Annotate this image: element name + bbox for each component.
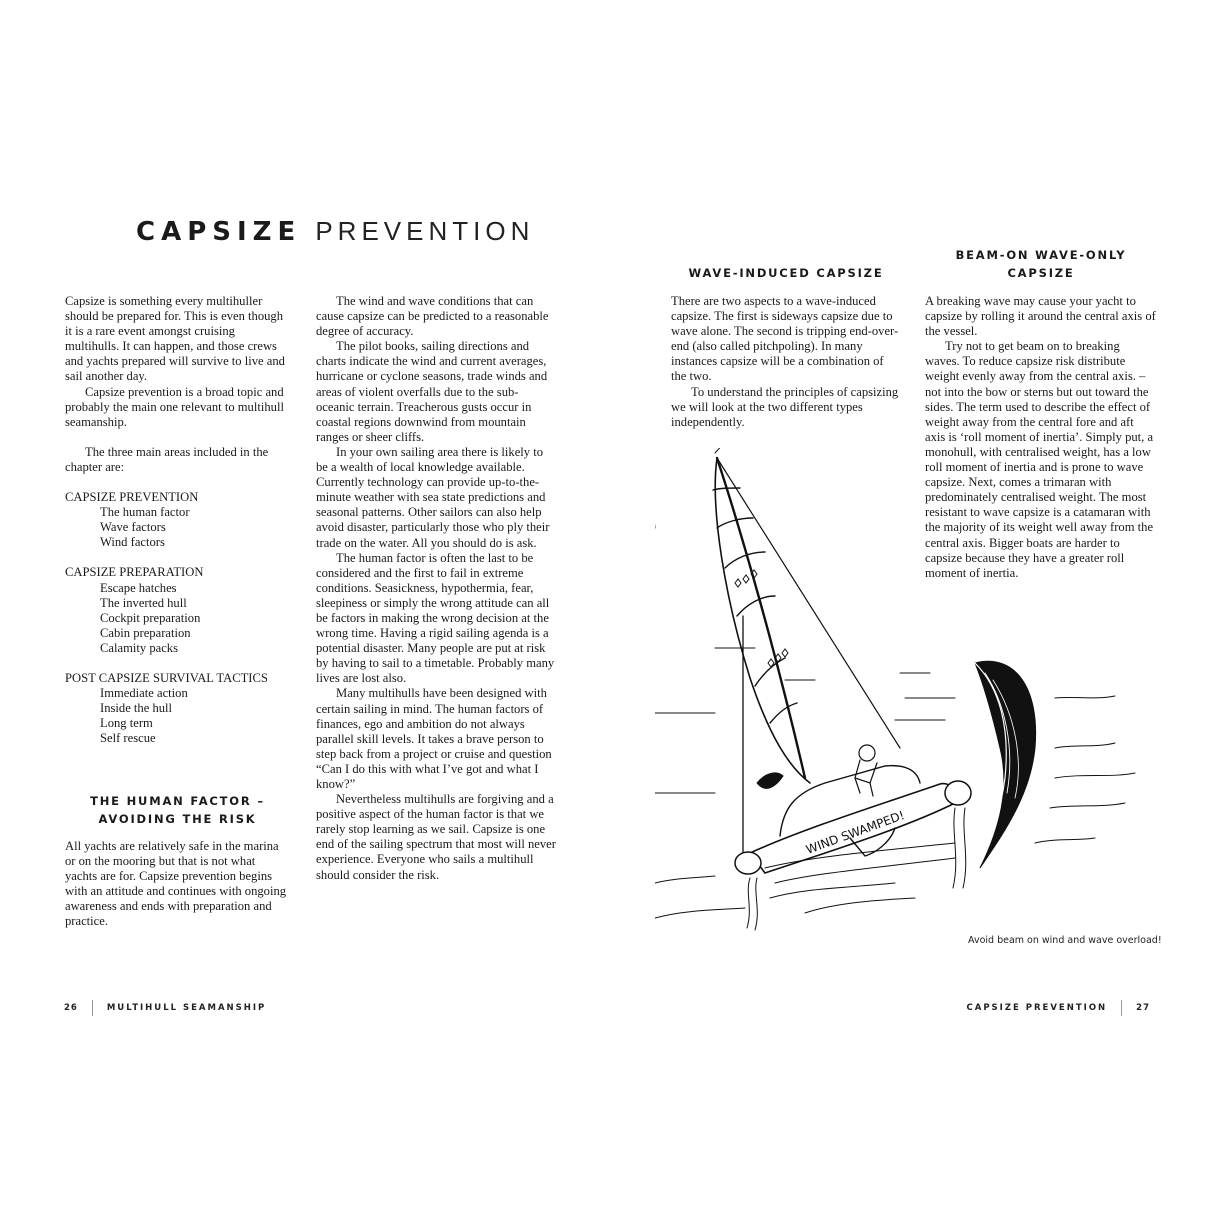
page-number-left: 26 xyxy=(64,1003,78,1013)
footer-divider xyxy=(92,1000,93,1016)
illustration-caption: Avoid beam on wind and wave overload! xyxy=(968,935,1162,946)
left-column-1 xyxy=(65,294,290,746)
list-item: Escape hatches xyxy=(100,580,177,595)
subheading-line: AVOIDING THE RISK xyxy=(98,812,257,826)
page-number-right: 27 xyxy=(1136,1003,1150,1013)
subheading-line: BEAM-ON WAVE-ONLY xyxy=(955,248,1127,262)
list-item: Cockpit preparation xyxy=(100,610,201,625)
list-heading: CAPSIZE PREVENTION xyxy=(65,490,199,505)
list-item: Immediate action xyxy=(100,686,188,701)
list-heading: CAPSIZE PREPARATION xyxy=(65,565,204,580)
list-item: Wind factors xyxy=(100,535,165,550)
list-heading: POST CAPSIZE SURVIVAL TACTICS xyxy=(65,670,268,685)
left-column-2 xyxy=(316,294,556,883)
subheading-beam-on-wave-only-capsize xyxy=(925,246,1157,282)
paragraph: The human factor is often the last to be considered and the first to fail in extreme conditions. Seasickness, hypothermia, fear, sleepiness or simply the wrong attitude can all be factors in making the wrong decision at the wrong time. Having a rigid sailing agenda is a potential disaster. Many people are put at risk by having to sail to a timetable. Probably many lives are lost also. xyxy=(316,550,555,686)
paragraph: Nevertheless multihulls are forgiving and a positive aspect of the human factor is that we rarely stop learning as we sail. Capsize is one end of the sailing spectrum that most will never experience. Everyone who sails a multihull should consider the risk. xyxy=(316,792,556,882)
subheading-line: THE HUMAN FACTOR – xyxy=(90,794,265,808)
paragraph: To understand the principles of capsizing we will look at the two different types independently. xyxy=(671,384,899,429)
chapter-title-bold: CAPSIZE xyxy=(136,217,302,247)
paragraph: Try not to get beam on to breaking waves. To reduce capsize risk distribute weight evenly away from the central axis. – not into the bow or sterns but out toward the sides. The term used to describe the effect of weight away from the central fore and aft axis is ‘roll moment of inertia’. Simply put, a monohull, with centralised weight, has a low roll moment of inertia and is prone to wave capsize. Next, comes a trimaran with predominately centralised weight. The most resistant to wave capsize is a catamaran with the majority of its weight well away from the central axis. Bigger boats are harder to capsize because they have a greater roll moment of inertia. xyxy=(925,339,1154,580)
running-head-right: CAPSIZE PREVENTION xyxy=(966,1003,1108,1013)
paragraph: Many multihulls have been designed with certain sailing in mind. The human factors of finances, ego and ambition do not always parallel skill levels. It takes a brave person to step back from a project or cruise and question “Can I do this with what I’ve got and what I know?” xyxy=(316,686,552,791)
list-item: Calamity packs xyxy=(100,640,178,655)
catamaran-capsize-illustration xyxy=(655,448,1175,948)
paragraph: Capsize is something every multihuller should be prepared for. This is even though it is a rare event amongst cruising multihulls. It can happen, and those crews and yachts prepared will survive to live and sail another day. xyxy=(65,294,285,384)
paragraph: The three main areas included in the chapter are: xyxy=(65,444,269,474)
subheading-human-factor xyxy=(65,792,290,828)
list-item: Wave factors xyxy=(100,520,166,535)
list-item: Cabin preparation xyxy=(100,625,191,640)
wind-lines-icon xyxy=(655,448,955,793)
paragraph: There are two aspects to a wave-induced capsize. The first is sideways capsize due to wave alone. The second is tripping end-over-end (also called pitchpoling). In many instances capsize will be a combination of the two. xyxy=(671,294,899,384)
paragraph: All yachts are relatively safe in the marina or on the mooring but that is not what yachts are for. Capsize prevention begins with an attitude and continues with ongoing awareness and ends with preparation and practice. xyxy=(65,839,287,929)
footer-right xyxy=(967,1000,1150,1016)
paragraph: The pilot books, sailing directions and charts indicate the wind and current averages, hurricane or cyclone seasons, trade winds and areas of violent overfalls due to the sub-oceanic terrain. Treacherous gusts occur in coastal regions downwind from mountain ranges or sheer cliffs. xyxy=(316,339,548,444)
paragraph: The wind and wave conditions that can cause capsize can be predicted to a reasonable degree of accuracy. xyxy=(316,294,549,339)
list-item: The human factor xyxy=(100,505,190,520)
chapter-title-light: PREVENTION xyxy=(315,216,535,246)
footer-left xyxy=(64,1000,266,1016)
list-item: The inverted hull xyxy=(100,595,187,610)
subheading-line: CAPSIZE xyxy=(1007,266,1075,280)
right-column-1 xyxy=(671,294,901,430)
crew-figure-icon xyxy=(855,745,877,796)
chapter-contents-list-prevention xyxy=(65,490,290,550)
footer-divider xyxy=(1121,1000,1122,1016)
list-item: Self rescue xyxy=(100,731,156,746)
list-item: Long term xyxy=(100,716,153,731)
paragraph: In your own sailing area there is likely to be a wealth of local knowledge available. Currently technology can provide up-to-the-minute weather with sea state predictions and seasonal patterns. Other sailors can also help avoid disaster, particularly those who ply their trade on the water. All you should do is ask. xyxy=(316,444,550,550)
running-head-left: MULTIHULL SEAMANSHIP xyxy=(106,1003,267,1013)
list-item: Inside the hull xyxy=(100,701,173,716)
paragraph: Capsize prevention is a broad topic and probably the main one relevant to multihull seamanship. xyxy=(65,384,284,429)
chapter-contents-list-survival xyxy=(65,671,290,746)
chapter-contents-list-preparation xyxy=(65,565,290,656)
chapter-title xyxy=(136,214,534,249)
subheading-wave-induced-capsize: WAVE-INDUCED CAPSIZE xyxy=(688,266,884,280)
paragraph: A breaking wave may cause your yacht to capsize by rolling it around the central axis of the vessel. xyxy=(925,294,1156,339)
left-column-1-lower xyxy=(65,839,290,930)
hull-lettering: WIND SWAMPED! xyxy=(804,808,907,857)
